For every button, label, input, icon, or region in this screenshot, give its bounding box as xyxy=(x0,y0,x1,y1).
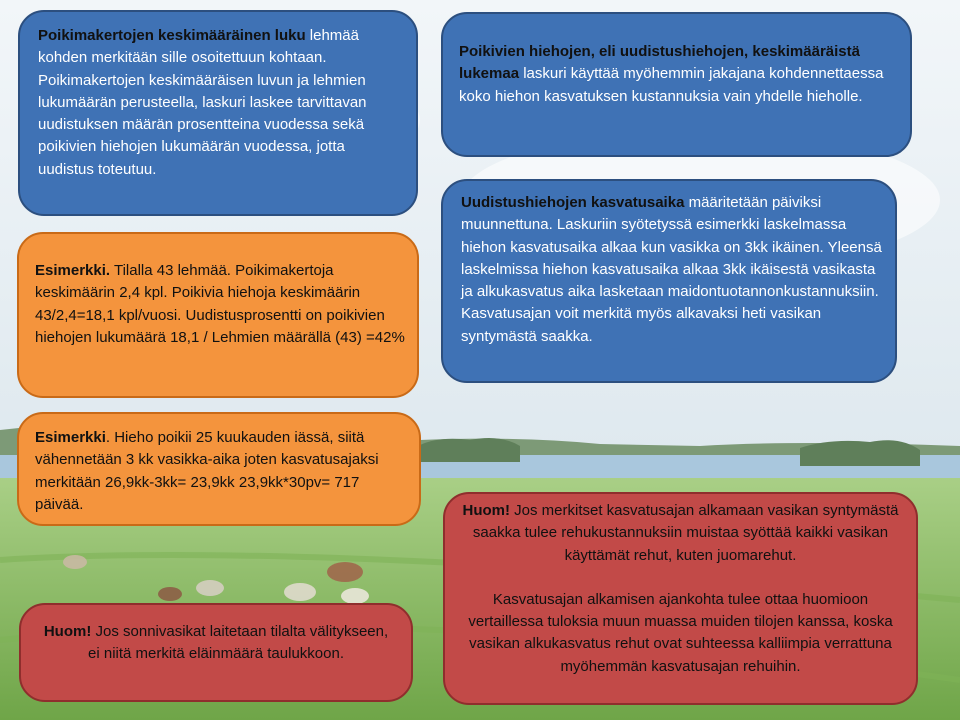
box-text: määritetään päiviksi muunnettuna. Laskuriin syötetyssä esimerkki laskelmassa hiehon kasvatusaika alkaa kun vasikka on 3kk ikäinen. Yleensä laskelmissa hiehon kasvatusaika alkaa 3kk ikäisestä vasikasta ja alkukasvatus aika lasketaan maidontuotannonkustannuksiin. Kasvatusajan voit merkitä myös alkavaksi heti vasikan syntymästä saakka. xyxy=(461,194,882,345)
info-box-replacement-heifers xyxy=(441,12,912,157)
tree-line xyxy=(420,438,520,462)
box-text: Tilalla 43 lehmää. Poikimakertoja keskimäärin 2,4 kpl. Poikivia hiehoja keskimäärin 43/2,4=18,1 kpl/vuosi. Uudistusprosentti on poikivien hiehojen lukumäärä 18,1 / Lehmien määrällä (43) =42% xyxy=(35,262,405,346)
note-text: Jos sonnivasikat laitetaan tilalta välitykseen, ei niitä merkitä eläinmäärä taulukkoon. xyxy=(88,623,389,663)
note-box-feed-costs xyxy=(443,492,918,705)
info-box-growth-time xyxy=(441,179,897,383)
box-text: . Hieho poikii 25 kuukauden iässä, siitä vähennetään 3 kk vasikka-aika joten kasvatusajaksi merkitään 26,9kk-3kk= 23,9kk 23,9kk*30pv= 717 päivää. xyxy=(35,429,379,513)
example-box-growth-days xyxy=(17,412,421,526)
note-label: Huom! xyxy=(462,502,510,519)
info-box-calving-count xyxy=(18,10,418,216)
example-box-renewal-percent xyxy=(17,232,419,398)
note-text-2: Kasvatusajan alkamisen ajankohta tulee ottaa huomioon vertaillessa tuloksia muun muassa muiden tilojen kanssa, koska vasikan alkukasvatus rehut ovat suhteessa kalliimpia verrattuna myöhemmän kasvatusajan rehuihin. xyxy=(468,590,893,675)
box-highlight: Poikimakertojen keskimääräinen luku xyxy=(38,27,306,44)
note-label: Huom! xyxy=(43,623,92,640)
note-text: Jos merkitset kasvatusajan alkamaan vasikan syntymästä saakka tulee rehukustannuksiin muistaa syöttää kaikki vasikan käyttämät rehut, kuten juomarehut. xyxy=(472,502,899,564)
box-highlight: Esimerkki xyxy=(35,429,106,446)
box-highlight: Poikivien hiehojen, eli uudistushiehojen, keskimääräistä lukemaa xyxy=(459,43,860,83)
box-text: lehmää kohden merkitään sille osoitettuun kohtaan. Poikimakertojen keskimääräisen luvun ja lehmien lukumäärän perusteella, laskuri laskee tarvittavan uudistuksen määrän prosentteina vuodessa sekä poikivien hiehojen lukumäärän vuodessa, jotta uudistus toteutuu. xyxy=(38,27,367,178)
box-highlight: Esimerkki. xyxy=(35,262,111,279)
tree-line xyxy=(800,440,920,466)
note-box-bull-calves xyxy=(19,603,413,702)
box-highlight: Uudistushiehojen kasvatusaika xyxy=(461,194,685,211)
box-text: laskuri käyttää myöhemmin jakajana kohdennettaessa koko hiehon kasvatuksen kustannuksia vain yhdelle hieholle. xyxy=(459,65,884,105)
